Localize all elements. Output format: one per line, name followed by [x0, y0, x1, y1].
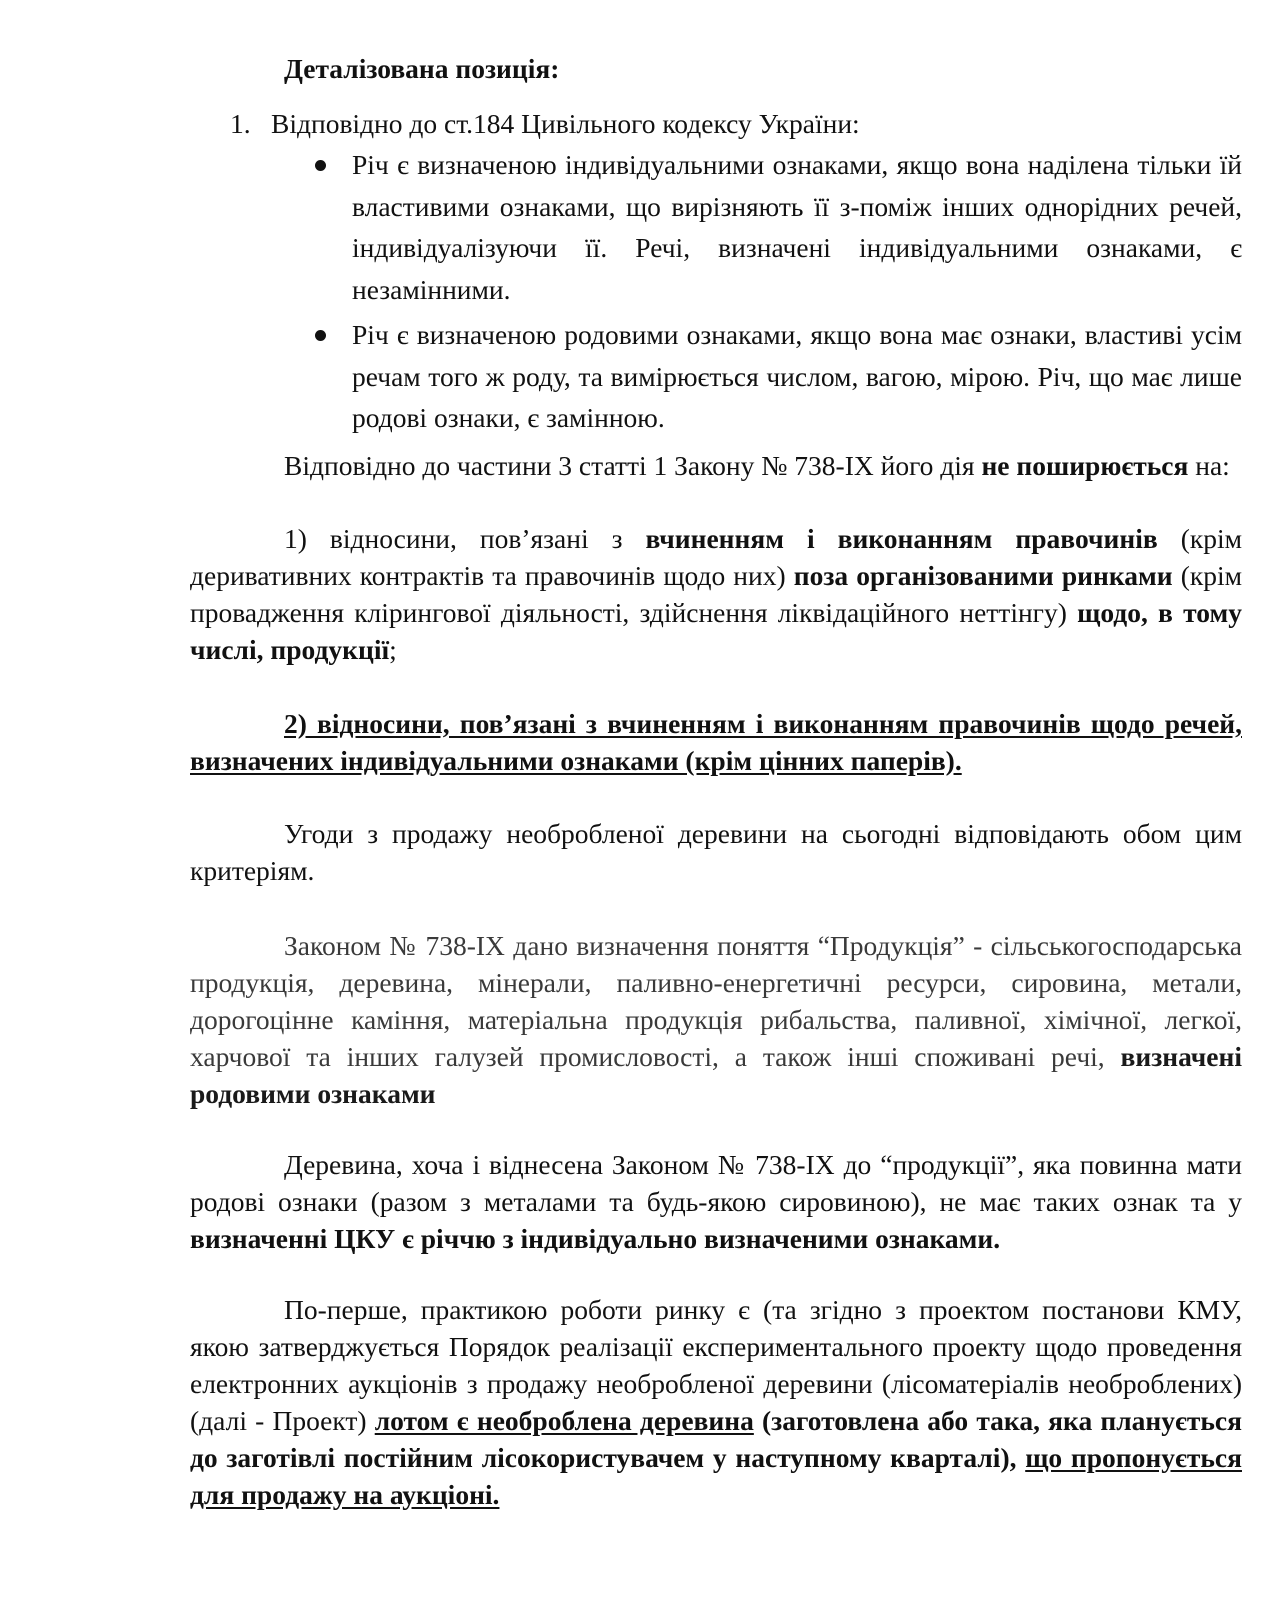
sub1-text: (крім провадження клірингової діяльності, здійснення ліквідаційного неттінгу): [190, 559, 1242, 628]
item-number: 1.: [230, 108, 251, 139]
bullet-dot-icon: [315, 330, 326, 341]
item-text: Відповідно до ст.184 Цивільного кодексу України:: [271, 108, 860, 139]
bullet-list: [190, 144, 1242, 439]
bullet-item-individual: [352, 144, 1242, 310]
wood-bold: визначенні ЦКУ є річчю з індивідуально визначеними ознаками.: [190, 1222, 1001, 1254]
subpoint-2: 2) відносини, пов’язані з вчиненням і виконанням правочинів щодо речей, визначених індивідуальними ознаками (крім цінних паперів).: [190, 707, 1242, 776]
sub1-text: 1) відносини, пов’язані з: [284, 522, 646, 554]
bullet-text: Річ є визначеною індивідуальними ознаками, якщо вона наділена тільки їй властивими ознаками, що вирізняють її з-поміж інших однорідних речей, індивідуалізуючи її. Речі, визначені індивідуальними ознаками, є незамінними.: [352, 149, 1242, 305]
law-text: Відповідно до частини 3 статті 1 Закону № 738-IX його дія: [284, 449, 982, 481]
first-bold: (заготовлена або така, яка планується до заготівлі постійним лісокористувачем у наступному кварталі),: [190, 1404, 1243, 1473]
subpoint-1: [190, 520, 1242, 668]
first-argument-paragraph: [190, 1291, 1242, 1513]
sub1-bold: щодо, в тому числі, продукції: [190, 596, 1242, 665]
wood-paragraph: [190, 1146, 1242, 1257]
product-text: Законом № 738-IX дано визначення поняття “Продукція” - сільськогосподарська продукція, деревина, мінерали, паливно-енергетичні ресурси, сировина, метали, дорогоцінне каміння, матеріальна продукція рибальства, паливної, хімічної, легкої, харчової та інших галузей промисловості, а також інші споживані речі,: [190, 929, 1242, 1072]
sub1-text: ;: [389, 633, 397, 665]
first-bold-underlined: що пропонується для продажу на аукціоні.: [190, 1441, 1242, 1510]
product-bold: визначені родовими ознаками: [190, 1040, 1242, 1109]
bullet-dot-icon: [315, 160, 326, 171]
first-bold-underlined: лотом є необроблена деревина: [374, 1404, 754, 1436]
sub1-bold: поза організованими ринками: [793, 559, 1173, 591]
law-paragraph: [190, 445, 1242, 486]
sub1-bold: вчиненням і виконанням правочинів: [645, 522, 1158, 554]
bullet-text: Річ є визначеною родовими ознаками, якщо вона має ознаки, властиві усім речам того ж роду, та вимірюється числом, вагою, мірою. Річ, що має лише родові ознаки, є замінною.: [352, 319, 1242, 433]
law-bold: не поширюється: [981, 449, 1189, 481]
numbered-item-1: [190, 105, 1242, 142]
first-text: По-перше, практикою роботи ринку є (та згідно з проектом постанови КМУ, якою затверджується Порядок реалізації експериментального проекту щодо проведення електронних аукціонів з продажу необробленої деревини (лісоматеріалів необроблених) (далі - Проект): [190, 1293, 1242, 1436]
document-page: [190, 36, 1242, 1513]
wood-text: Деревина, хоча і віднесена Законом № 738-IX до “продукції”, яка повинна мати родові ознаки (разом з металами та будь-якою сировиною), не має таких ознак та у: [190, 1148, 1242, 1217]
bullet-item-generic: [352, 314, 1242, 439]
criteria-paragraph: Угоди з продажу необробленої деревини на сьогодні відповідають обом цим критеріям.: [190, 817, 1242, 886]
section-heading: Деталізована позиція:: [284, 53, 560, 84]
law-text-end: на:: [1188, 449, 1230, 481]
sub1-text: (крім деривативних контрактів та правочинів щодо них): [190, 522, 1243, 591]
product-definition-paragraph: [190, 927, 1242, 1112]
